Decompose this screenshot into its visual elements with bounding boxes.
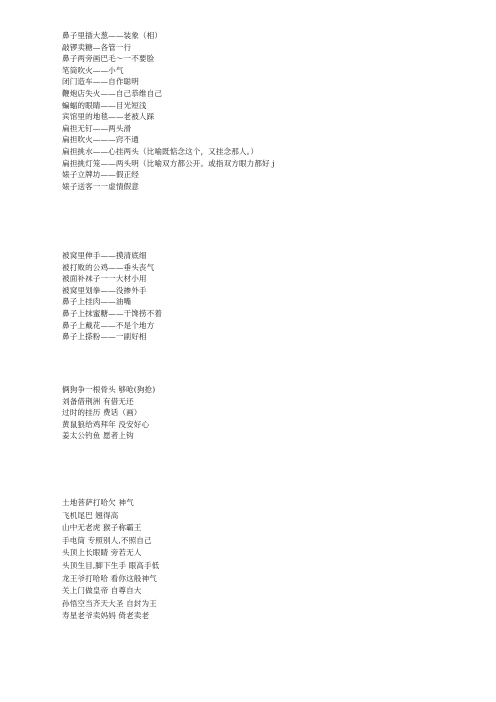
text-line: 鼻子上搽粉——一副好相	[62, 332, 147, 342]
text-line: 蝙蝠的眼睛——目光短浅	[62, 100, 147, 110]
text-line: 鼻子两旁画巴毛～一不要脸	[62, 54, 155, 64]
text-line: 山中无老虎 猴子称霸王	[62, 523, 142, 533]
xiehouyu-section-3	[62, 384, 492, 442]
text-line: 手电筒 专照别人,不照自己	[62, 535, 152, 545]
text-line: 被面补袜子一一大材小用	[62, 274, 147, 284]
text-line: 宾馆里的地毯——老被人踩	[62, 112, 155, 122]
text-line: 关上门做皇帝 自尊自大	[62, 586, 142, 596]
text-line: 婊子送客一一虚情假意	[62, 181, 139, 191]
text-line: 被窝里划拳——没掺外手	[62, 285, 147, 295]
text-line: 扁担挑灯笼——两头明（比喻双方都公开。或指双方眼力都好 j	[62, 158, 275, 168]
text-line: 龙王爷打哈哈 看你这般神气	[62, 573, 157, 583]
text-line: 头顶生目,脚下生手 眼高手低	[62, 560, 160, 570]
text-line: 婊子立牌坊——假正经	[62, 170, 139, 180]
text-line: 黄鼠狼给鸡拜年 没安好心	[62, 419, 150, 429]
text-line: 寿星老爷卖妈妈 倚老卖老	[62, 611, 150, 621]
text-line: 姜太公钓鱼 愿者上钩	[62, 431, 134, 441]
text-line: 笔筒吹火——小气	[62, 65, 124, 75]
text-line: 鼻子上挂肉——油嘴	[62, 297, 132, 307]
text-line: 俩狗争一根骨头 够呛(狗抢)	[62, 385, 156, 394]
text-line: 鼻子上戴花——不是个地方	[62, 320, 155, 330]
text-line: 鼻子里插大葱——装象（相）	[62, 31, 163, 40]
text-line: 闭门造车——自作聪明	[62, 77, 139, 87]
text-line: 被窝里伸手——摸清底细	[62, 251, 147, 260]
xiehouyu-section-2	[62, 250, 492, 343]
text-line: 头顶上长眼睛 旁若无人	[62, 548, 142, 558]
text-line: 扁担挑水——心挂两头（比喻既惦念这个，又挂念那人。）	[62, 146, 259, 156]
text-line: 孙悟空当齐天大圣 自封为王	[62, 598, 157, 608]
text-line: 土地菩萨打哈欠 神气	[62, 498, 134, 507]
text-line: 飞机尾巴 翘得高	[62, 510, 119, 520]
text-line: 扁担无钉——两头滑	[62, 123, 132, 133]
text-line: 鼻子上抹蜜糖——干馋捞不着	[62, 308, 163, 318]
xiehouyu-section-1	[62, 30, 492, 192]
text-line: 扁担吹火———窍不通	[62, 135, 139, 145]
text-line: 过时的挂历 费话（画）	[62, 408, 142, 418]
text-line: 被打败的公鸡——垂头丧气	[62, 262, 155, 272]
text-line: 敲锣卖糖—各管一行	[62, 42, 132, 52]
text-line: 刘备借荆洲 有借无还	[62, 396, 134, 406]
xiehouyu-section-4	[62, 497, 492, 623]
text-line: 鞭炮店失火——自己恭维自己	[62, 88, 163, 98]
